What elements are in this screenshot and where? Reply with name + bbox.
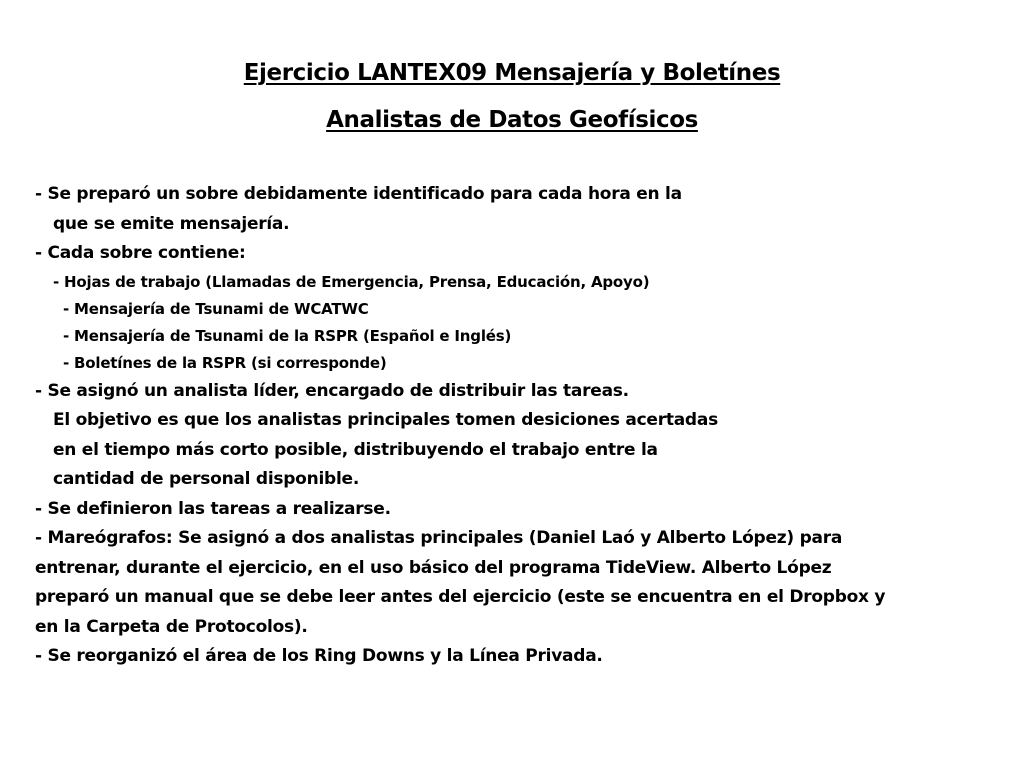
slide-subtitle-text: Analistas de Datos Geofísicos	[326, 107, 698, 133]
continuation-line: entrenar, durante el ejercicio, en el uso básico del programa TideView. Alberto López	[35, 557, 832, 578]
slide-subtitle	[0, 105, 1024, 135]
bullet-line: - Se definieron las tareas a realizarse.	[35, 498, 391, 519]
sub-bullet-line: - Boletínes de la RSPR (si corresponde)	[63, 353, 387, 372]
bullet-line: - Se preparó un sobre debidamente identificado para cada hora en la	[35, 184, 682, 204]
bullet-line: - Se asignó un analista líder, encargado de distribuir las tareas.	[35, 380, 629, 401]
continuation-line: en la Carpeta de Protocolos).	[35, 616, 308, 637]
bullet-line: - Se reorganizó el área de los Ring Downs y la Línea Privada.	[35, 646, 603, 666]
sub-bullet-line: - Mensajería de Tsunami de la RSPR (Español e Inglés)	[63, 326, 512, 345]
sub-bullet-line: - Mensajería de Tsunami de WCATWC	[63, 299, 369, 318]
slide-title-text: Ejercicio LANTEX09 Mensajería y Boletínes	[243, 60, 781, 86]
bullet-line: - Cada sobre contiene:	[35, 243, 246, 263]
sub-bullet-line: - Hojas de trabajo (Llamadas de Emergencia, Prensa, Educación, Apoyo)	[53, 272, 650, 291]
continuation-line: que se emite mensajería.	[53, 213, 290, 234]
slide-title	[0, 58, 1024, 88]
continuation-line: cantidad de personal disponible.	[53, 469, 360, 489]
continuation-line: preparó un manual que se debe leer antes del ejercicio (este se encuentra en el Dropbox y	[35, 587, 886, 607]
continuation-line: en el tiempo más corto posible, distribuyendo el trabajo entre la	[53, 439, 658, 460]
slide-body	[35, 180, 1010, 672]
bullet-line: - Mareógrafos: Se asignó a dos analistas principales (Daniel Laó y Alberto López) para	[35, 528, 843, 548]
continuation-line: El objetivo es que los analistas principales tomen desiciones acertadas	[53, 410, 718, 430]
